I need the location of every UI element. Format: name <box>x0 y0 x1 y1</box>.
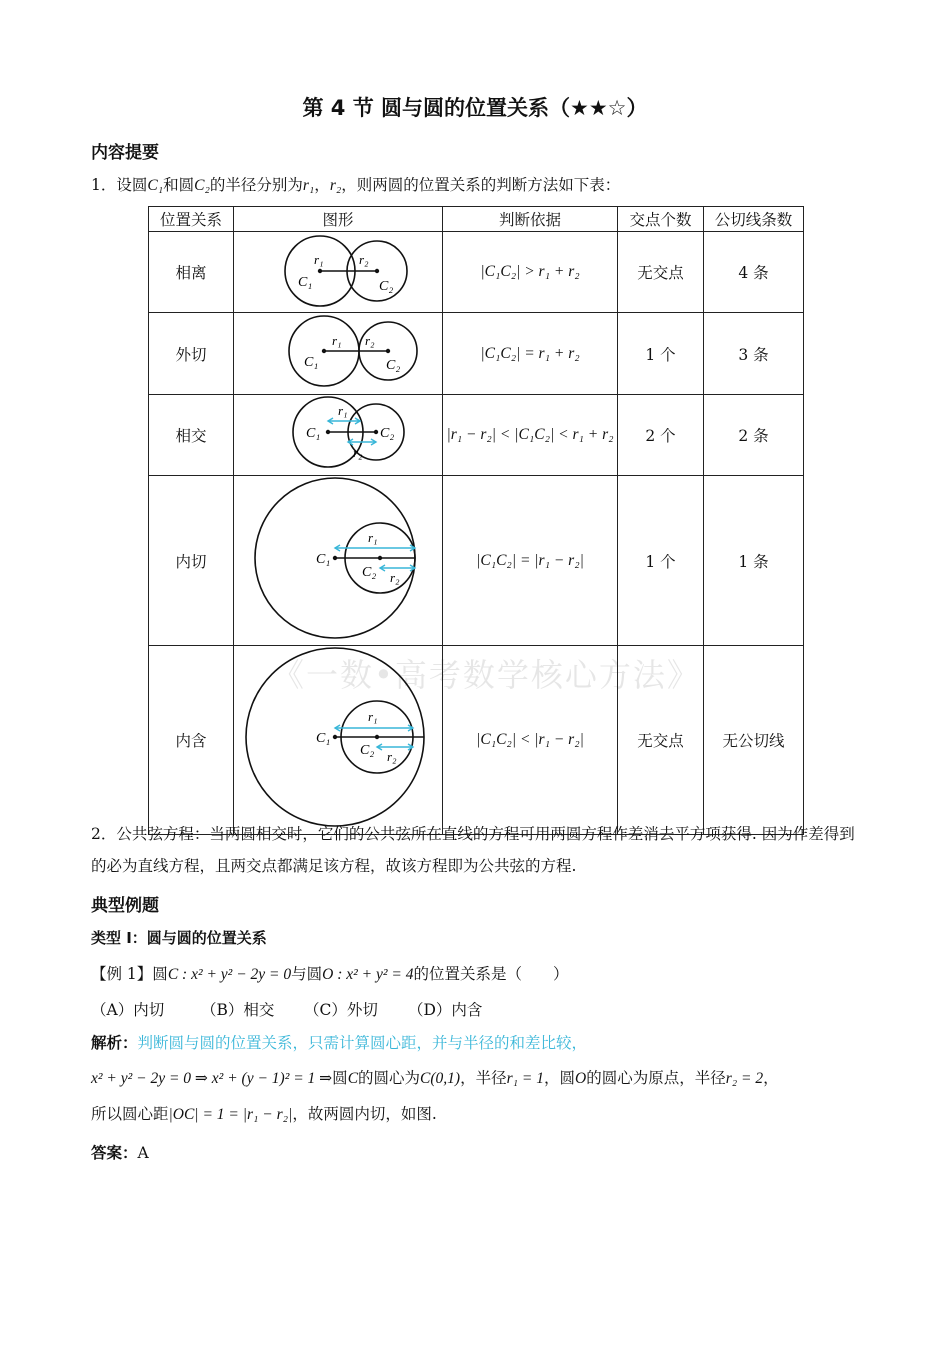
table-row <box>149 313 804 395</box>
item-2: 2．公共弦方程：当两圆相交时，它们的公共弦所在直线的方程可用两圆方程作差消去平方项获得. 因为作差得到的必为直线方程，且两交点都满足该方程，故该方程即为公共弦的方程. <box>91 825 855 875</box>
points-cell: 无交点 <box>618 232 704 313</box>
header-relation: 位置关系 <box>149 207 234 232</box>
points-cell: 2 个 <box>618 395 704 476</box>
label-c2: C₂ <box>360 743 375 758</box>
figure-cell <box>234 476 443 646</box>
center-c2 <box>386 349 390 353</box>
option-d: （D）内含 <box>408 1001 483 1019</box>
option-a: （A）内切 <box>91 1001 165 1019</box>
label-c2: C₂ <box>386 358 401 373</box>
tangents-cell: 2 条 <box>704 395 804 476</box>
table-row <box>149 395 804 476</box>
relation-cell: 内含 <box>149 646 234 835</box>
center-c2 <box>375 269 379 273</box>
header-figure: 图形 <box>234 207 443 232</box>
criterion-cell: |r₁ − r₂| < |C₁C₂| < r₁ + r₂ <box>443 395 618 476</box>
example-1-options <box>91 998 482 1020</box>
figure-cell <box>234 313 443 395</box>
center-c2 <box>374 430 378 434</box>
figure-cell <box>234 395 443 476</box>
center-c1 <box>318 269 322 273</box>
center-c1 <box>333 556 337 560</box>
internally-tangent-figure <box>234 476 442 641</box>
label-r1: r₁ <box>368 709 378 724</box>
label-r2: r₂ <box>390 570 400 585</box>
figure-cell <box>234 232 443 313</box>
label-r2: r₂ <box>359 252 369 267</box>
tangents-cell: 3 条 <box>704 313 804 395</box>
tangents-cell: 4 条 <box>704 232 804 313</box>
section-heading-summary: 内容提要 <box>91 143 159 163</box>
example-1-question: 【例 1】圆C : x² + y² − 2y = 0与圆O : x² + y² = 4的位置关系是（ ） <box>91 965 569 983</box>
option-c: （C）外切 <box>304 1001 378 1019</box>
contained-circles-figure <box>234 646 442 830</box>
criterion-cell: |C₁C₂| < |r₁ − r₂| <box>443 646 618 835</box>
watermark: 《一数•高考数学核心方法》 <box>272 656 701 694</box>
center-c1 <box>322 349 326 353</box>
header-points: 交点个数 <box>618 207 704 232</box>
label-c1: C₁ <box>316 731 331 746</box>
center-c1 <box>333 735 337 739</box>
label-r1: r₁ <box>338 403 348 418</box>
label-c1: C₁ <box>304 355 319 370</box>
externally-tangent-figure <box>234 313 442 390</box>
answer: 答案：A <box>91 1144 149 1162</box>
label-r1: r₁ <box>332 333 342 348</box>
relation-cell: 相交 <box>149 395 234 476</box>
table-row <box>149 232 804 313</box>
label-c1: C₁ <box>306 426 321 441</box>
label-c2: C₂ <box>380 426 395 441</box>
page-title: 第 4 节 圆与圆的位置关系（★★☆） <box>302 96 648 120</box>
tangents-cell: 无公切线 <box>704 646 804 835</box>
intersecting-circles-figure <box>234 395 442 471</box>
label-c1: C₁ <box>298 275 313 290</box>
table-row <box>149 476 804 646</box>
header-criterion: 判断依据 <box>443 207 618 232</box>
relation-cell: 外切 <box>149 313 234 395</box>
label-c1: C₁ <box>316 552 331 567</box>
points-cell: 1 个 <box>618 313 704 395</box>
solution-line-2: x² + y² − 2y = 0 ⇒ x² + (y − 1)² = 1 ⇒圆C的圆心为C(0,1)，半径r₁ = 1，圆O的圆心为原点，半径r₂ = 2， <box>91 1069 779 1087</box>
label-r2: r₂ <box>387 749 397 764</box>
criterion-cell: |C₁C₂| > r₁ + r₂ <box>443 232 618 313</box>
solution-line-3: 所以圆心距|OC| = 1 = |r₁ − r₂|，故两圆内切，如图. <box>91 1105 437 1123</box>
center-c2 <box>378 556 382 560</box>
item-1: 1．设圆C₁和圆C₂的半径分别为r₁，r₂，则两圆的位置关系的判断方法如下表： <box>91 176 621 194</box>
label-r2: r₂ <box>353 445 363 460</box>
label-c2: C₂ <box>379 279 394 294</box>
label-r2: r₂ <box>365 333 375 348</box>
solution-line-1: 解析：判断圆与圆的位置关系，只需计算圆心距，并与半径的和差比较， <box>91 1034 588 1052</box>
label-c2: C₂ <box>362 565 377 580</box>
tangents-cell: 1 条 <box>704 476 804 646</box>
figure-cell <box>234 646 443 835</box>
center-c2 <box>375 735 379 739</box>
type-heading: 类型 Ⅰ：圆与圆的位置关系 <box>91 929 267 947</box>
section-heading-examples: 典型例题 <box>91 896 159 916</box>
table-row <box>149 646 804 835</box>
option-b: （B）相交 <box>201 1001 275 1019</box>
criterion-cell: |C₁C₂| = |r₁ − r₂| <box>443 476 618 646</box>
relation-cell: 内切 <box>149 476 234 646</box>
table-header-row <box>149 207 804 232</box>
separated-circles-figure <box>234 232 442 308</box>
relation-cell: 相离 <box>149 232 234 313</box>
label-r1: r₁ <box>314 252 324 267</box>
label-r1: r₁ <box>368 530 378 545</box>
points-cell: 1 个 <box>618 476 704 646</box>
header-tangents: 公切线条数 <box>704 207 804 232</box>
relation-table <box>148 206 804 835</box>
criterion-cell: |C₁C₂| = r₁ + r₂ <box>443 313 618 395</box>
center-c1 <box>326 430 330 434</box>
points-cell: 无交点 <box>618 646 704 835</box>
